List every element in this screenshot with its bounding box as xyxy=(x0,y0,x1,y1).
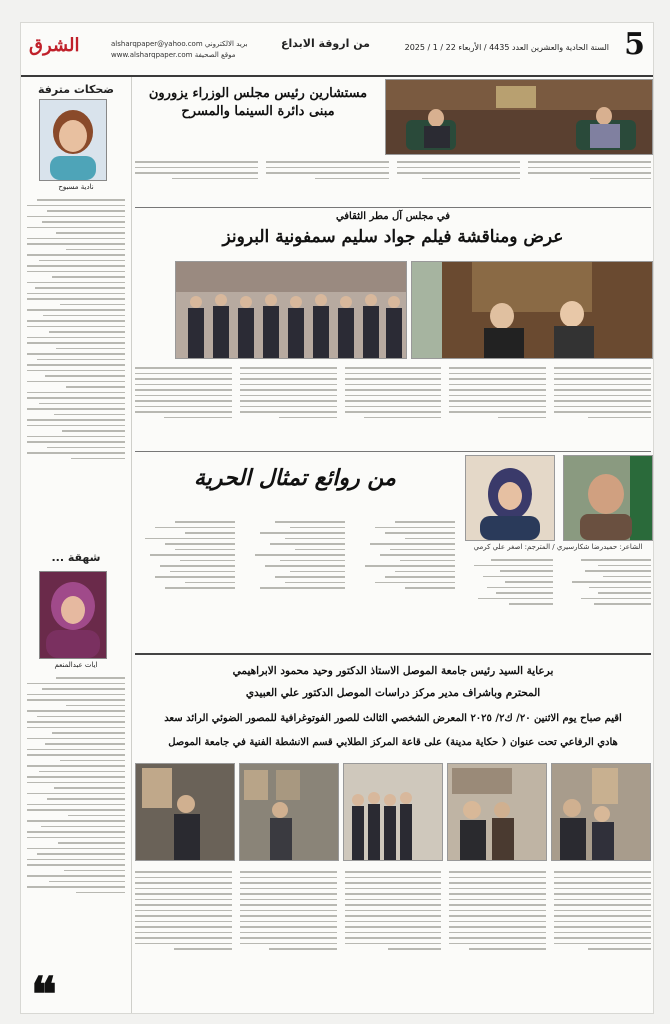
newspaper-logo: الشرق xyxy=(29,35,80,56)
translator-caption: المترجم: اصغر علي كرمي xyxy=(473,543,551,551)
story4-text xyxy=(135,867,651,1007)
portrait-icon xyxy=(40,100,106,180)
divider xyxy=(135,653,651,655)
portrait-icon xyxy=(564,456,652,540)
exhibition-photo xyxy=(447,763,547,861)
story3-verse-left xyxy=(135,517,455,647)
exhibition-photo xyxy=(551,763,651,861)
website[interactable]: www.alsharqpaper.com xyxy=(111,51,193,59)
exhibition-photo xyxy=(343,763,443,861)
author1-photo xyxy=(39,99,107,181)
poet-caption: الشاعر: حميدرضا شكارسيري xyxy=(556,543,643,551)
exhibition-photo-strip xyxy=(135,763,651,861)
sidebar xyxy=(21,77,132,1013)
email-label: بريد الالكتروني xyxy=(204,40,248,48)
column1-title: ضحكات مترفة xyxy=(38,83,114,96)
site-label: موقع الصحيفة xyxy=(194,51,236,59)
author1-name: نادية مسبوح xyxy=(58,183,94,191)
divider xyxy=(135,451,651,452)
exhibition-photo xyxy=(135,763,235,861)
group-photo xyxy=(176,262,406,358)
quote-mark-icon: ❝ xyxy=(31,967,57,1014)
story2-photo-left xyxy=(175,261,407,359)
story2-kicker: في مجلس آل مطر الثقافي xyxy=(335,211,451,222)
author2-name: ايات عبدالمنعم xyxy=(54,661,98,669)
story4-line4: هادي الرفاعي تحت عنوان ( حكاية مدينة) على قاعة المركز الطلابي قسم الانشطة الفنية في جامعة الموصل xyxy=(168,737,618,748)
story4-line1: برعاية السيد رئيس جامعة الموصل الاستاذ الدكتور وحيد محمود الابراهيمي xyxy=(232,665,554,677)
section-title: من اروقة الابداع xyxy=(281,37,370,50)
translator-photo xyxy=(465,455,555,541)
issue-line: السنة الحادية والعشرين العدد 4435 / الأربعاء 22 / 1 / 2025 xyxy=(404,43,609,52)
page-header xyxy=(21,23,653,77)
divider xyxy=(135,207,651,208)
newspaper-page xyxy=(20,22,654,1014)
story1-headline: مستشارين رئيس مجلس الوزراء يزورون مبنى دائرة السينما والمسرح xyxy=(148,86,368,119)
contact-block xyxy=(111,39,248,61)
story4-line2: المحترم وباشراف مدير مركز دراسات الموصل الدكتور علي العبيدي xyxy=(245,687,541,699)
story2-text xyxy=(135,363,651,447)
poet-photo xyxy=(563,455,653,541)
story3-headline: من روائع تمثال الحرية xyxy=(194,465,396,491)
main-content xyxy=(135,77,653,1013)
story2-headline: عرض ومناقشة فيلم جواد سليم سمفونية البرونز xyxy=(222,227,564,247)
story4-line3: اقيم صباح يوم الاثنين ٢٠/ ك٢/ ٢٠٢٥ المعرض الشخصي الثالث للصور الفوتوغرافية للمصور الضوئي الرائد سعد xyxy=(164,713,622,724)
story2-photo-right xyxy=(411,261,653,359)
column2-title: شهقة ... xyxy=(51,551,101,564)
story3-verse-right xyxy=(465,555,651,647)
column1-text xyxy=(27,195,125,537)
story3-caption: الشاعر: حميدرضا شكارسيري / المترجم: اصغر علي كرمي xyxy=(473,543,643,551)
portrait-icon xyxy=(466,456,554,540)
panel-photo xyxy=(412,262,652,358)
story1-photo xyxy=(385,79,653,155)
story1-text xyxy=(135,157,651,201)
email[interactable]: alsharqpaper@yahoo.com xyxy=(111,40,203,48)
meeting-photo xyxy=(386,80,652,154)
author2-photo xyxy=(39,571,107,659)
portrait-icon xyxy=(40,572,106,658)
page-number: 5 xyxy=(624,27,645,62)
column2-text xyxy=(27,673,125,969)
exhibition-photo xyxy=(239,763,339,861)
